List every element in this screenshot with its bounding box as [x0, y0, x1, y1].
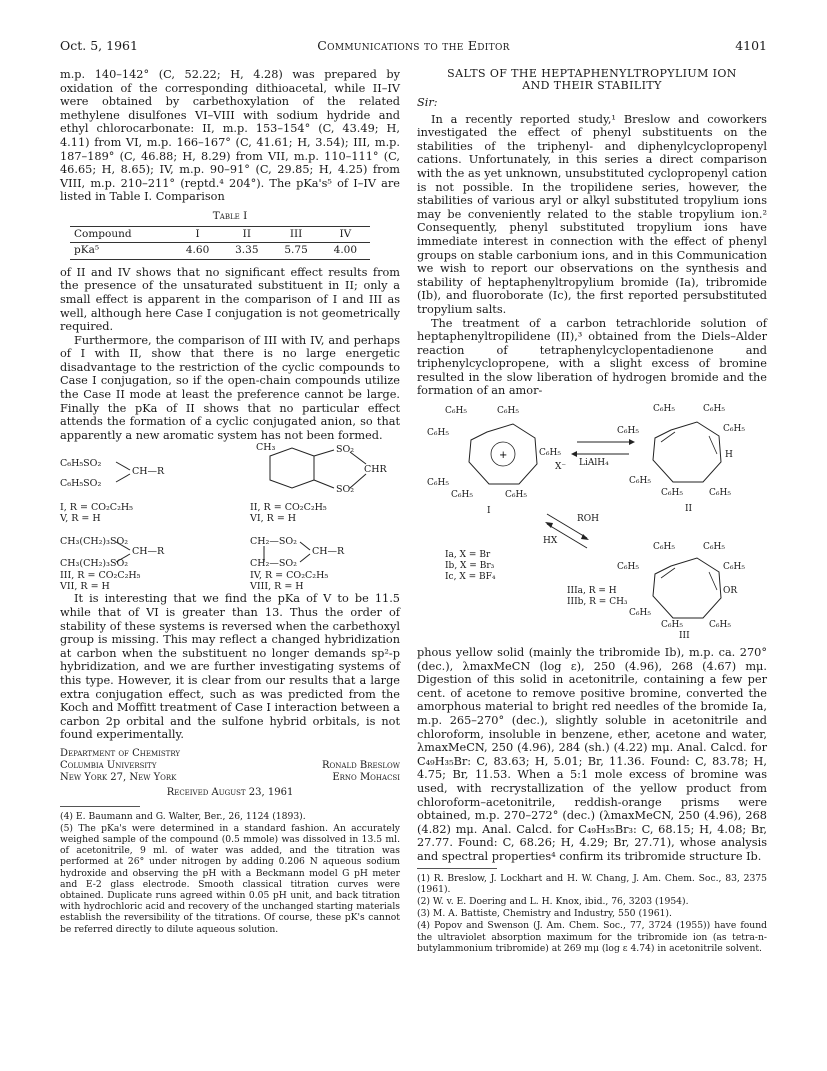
phenyl-label: C₆H₅ [539, 448, 561, 459]
affiliation-city: New York 27, New York [60, 771, 177, 783]
structure-label: CH—R [312, 546, 345, 558]
reagent-label: LiAlH₄ [579, 458, 609, 469]
ether-label: IIIa, R = H [567, 586, 617, 597]
structure-label: VIII, R = H [250, 581, 304, 593]
pka-table [70, 226, 370, 260]
structure-label: CH₃(CH₂)₃SO₂ [60, 536, 129, 548]
table-header-cell: IV [321, 226, 370, 243]
article-title-line: AND THEIR STABILITY [522, 79, 662, 92]
table-header-cell: Compound [70, 226, 173, 243]
structure-label: CH₂—SO₂ [250, 536, 297, 548]
footnote: (4) Popov and Swenson (J. Am. Chem. Soc., 77, 3724 (1955)) have found the ultraviolet absorption maximum for the tribromide ion (as tetra-n-butylammonium tribromide) at 269 mμ (log ε 4.74) in acetonitrile solvent. [417, 920, 767, 954]
table-header-cell: II [222, 226, 271, 243]
footnote: (3) M. A. Battiste, Chemistry and Industry, 550 (1961). [417, 908, 672, 920]
author-name: Erno Mohacsi [332, 771, 400, 783]
table-caption: Table I [212, 209, 248, 222]
affiliation-department: Department of Chemistry [60, 747, 181, 759]
table-header-cell: I [173, 226, 222, 243]
compound-label-III: III [679, 631, 690, 642]
phenyl-label: C₆H₅ [497, 406, 519, 417]
header-date: Oct. 5, 1961 [60, 38, 138, 53]
structure-label: SO₂ [336, 444, 355, 456]
structure-label: SO₂ [336, 484, 355, 496]
reagent-label: ROH [577, 514, 600, 525]
right-footnotes [417, 873, 767, 954]
phenyl-label: C₆H₅ [661, 620, 683, 631]
phenyl-label: C₆H₅ [709, 620, 731, 631]
table-header-cell: III [271, 226, 320, 243]
alkoxy-label: OR [723, 586, 738, 597]
footnote-divider [60, 806, 140, 807]
right-paragraph-2: The treatment of a carbon tetrachloride solution of heptaphenyltropilidene (II),³ obtained from the Diels–Alder reaction of tetraphenylcyclopentadienone and triphenylcyclopropene, with a slight excess of bromine resulted in the slow liberation of hydrogen bromide and the formation of an amor- [417, 316, 767, 398]
table-cell: 4.00 [321, 243, 370, 260]
header-journal: Communications to the Editor [317, 38, 510, 53]
structure-label: II, R = CO₂C₂H₅ [250, 502, 327, 514]
right-column [417, 68, 767, 955]
phenyl-label: C₆H₅ [661, 488, 683, 499]
phenyl-label: C₆H₅ [445, 406, 467, 417]
phenyl-label: C₆H₅ [617, 426, 639, 437]
affiliation-university: Columbia University [60, 759, 157, 771]
article-title [417, 68, 767, 92]
svg-text:+: + [499, 450, 508, 462]
left-footnotes [60, 811, 400, 935]
phenyl-label: C₆H₅ [629, 476, 651, 487]
phenyl-label: C₆H₅ [617, 562, 639, 573]
received-date: Received August 23, 1961 [166, 786, 294, 798]
phenyl-label: C₆H₅ [723, 562, 745, 573]
phenyl-label: C₆H₅ [427, 428, 449, 439]
footnote: (5) The pKa's were determined in a standard fashion. An accurately weighed sample of the compound (0.5 mmole) was dissolved in 13.5 ml. of acetonitrile, 9 ml. of water was added, and the titration was performed at 26° under nitrogen by adding 0.206 N aqueous sodium hydroxide and observing the pH with a Beckmann model G pH meter and E-2 glass electrode. Smooth classical titration curves were obtained. Duplicate runs agreed within 0.05 pH unit, and back titration with hydrochloric acid and recovery of the unchanged starting materials establish the reversibility of the titrations. Of course, these pK's cannot be referred directly to dilute aqueous solution. [60, 822, 400, 935]
footnote: (1) R. Breslow, J. Lockhart and H. W. Chang, J. Am. Chem. Soc., 83, 2375 (1961). [417, 872, 767, 895]
right-paragraph-1: In a recently reported study,¹ Breslow and coworkers investigated the effect of phenyl substituents on the stabilities of the triphenyl- and diphenylcyclopropenyl cations. Unfortunately, in this series a direct comparison with the as yet unknown, unsubstituted cyclopropenyl cation is not possible. In the tropilidene series, however, the stabilities of various aryl or alkyl substituted tropylium ions may be conveniently related to the stable tropylium ion.² Consequently, phenyl substituted tropylium ions have immediate interest in connection with the effect of phenyl groups on stable carbonium ions, and in this Communication we wish to report our observations on the synthesis and stability of heptaphenyltropylium bromide (Ia), tribromide (Ib), and fluoroborate (Ic), the first reported persubstituted tropylium salts. [417, 112, 767, 316]
table-cell: 3.35 [222, 243, 271, 260]
compound-label-II: II [685, 504, 693, 515]
reaction-scheme [417, 402, 767, 642]
footnote: (4) E. Baumann and G. Walter, Ber., 26, 1124 (1893). [60, 810, 306, 822]
salt-label: Ib, X = Br₃ [445, 561, 495, 572]
structure-label: CHR [364, 464, 387, 476]
table-cell: pKa⁵ [70, 243, 173, 260]
salt-label: Ic, X = BF₄ [445, 572, 496, 583]
structure-label: III, R = CO₂C₂H₅ [60, 570, 141, 582]
left-column [60, 68, 400, 936]
phenyl-label: C₆H₅ [451, 490, 473, 501]
salt-label: Ia, X = Br [445, 550, 491, 561]
counterion-label: X⁻ [555, 462, 567, 473]
left-paragraph-1: m.p. 140–142° (C, 52.22; H, 4.28) was prepared by oxidation of the corresponding dithioacetal, while II–IV were obtained by carbethoxylation of the related methylene disulfones VI–VIII with sodium hydride and ethyl chlorocarbonate: II, m.p. 153–154° (C, 43.49; H, 4.11) from VI, m.p. 166–167° (C, 41.61; H, 3.54); III, m.p. 187–189° (C, 46.88; H, 8.29) from VII, m.p. 110–111° (C, 46.65; H, 8.65); IV, m.p. 90–91° (C, 29.85; H, 4.25) from VIII, m.p. 210–211° (reptd.⁴ 204°). The pKa's⁵ of I–IV are listed in Table I. Comparison [60, 68, 400, 204]
right-paragraph-3: phous yellow solid (mainly the tribromide Ib), m.p. ca. 270° (dec.), λmaxMeCN (log ε), 250 (4.96), 268 (4.67) mμ. Digestion of this solid in acetonitrile, containing a few per cent. of acetone to remove positive bromine, converted the amorphous material to bright red needles of the bromide Ia, m.p. 265–270° (dec.), slightly soluble in acetonitrile and chloroform, insoluble in benzene, ether, acetone and water, λmaxMeCN, 250 (4.96), 284 (sh.) (4.22) mμ. Anal. Calcd. for C₄₉H₃₅Br: C, 83.63; H, 5.01; Br, 11.36. Found: C, 83.78; H, 4.75; Br, 11.53. When a 5:1 mole excess of bromine was used, with recrystallization of the yellow product from chloroform–acetonitrile, reddish-orange prisms were obtained, m.p. 270–272° (dec.) (λmaxMeCN, 250 (4.96), 268 (4.82) mμ. Anal. Calcd. for C₄₉H₃₅Br₃: C, 68.15; H, 4.08; Br, 27.77. Found: C, 68.26; H, 4.29; Br, 27.71), whose analysis and spectral properties⁴ confirm its tribromide structure Ib. [417, 646, 767, 863]
phenyl-label: C₆H₅ [427, 478, 449, 489]
phenyl-label: C₆H₅ [653, 404, 675, 415]
structure-label: IV, R = CO₂C₂H₅ [250, 570, 329, 582]
structure-label: CH₂—SO₂ [250, 558, 297, 570]
footnote-divider [417, 868, 497, 869]
structure-label: VI, R = H [250, 513, 297, 525]
table-cell: 4.60 [173, 243, 222, 260]
phenyl-label: C₆H₅ [709, 488, 731, 499]
hydrogen-label: H [725, 450, 733, 461]
table-cell: 5.75 [271, 243, 320, 260]
structure-label: VII, R = H [60, 581, 110, 593]
phenyl-label: C₆H₅ [703, 404, 725, 415]
structure-label: C₆H₅SO₂ [60, 478, 102, 490]
ether-label: IIIb, R = CH₃ [567, 597, 628, 608]
affiliation-block [60, 748, 400, 784]
phenyl-label: C₆H₅ [703, 542, 725, 553]
table-row [70, 243, 370, 260]
structure-label: CH—R [132, 546, 165, 558]
sulfone-structures [60, 442, 400, 592]
compound-label-I: I [487, 506, 491, 517]
phenyl-label: C₆H₅ [629, 608, 651, 619]
salutation: Sir: [417, 96, 438, 109]
phenyl-label: C₆H₅ [653, 542, 675, 553]
structure-label: CH₃(CH₂)₃SO₂ [60, 558, 129, 570]
header-page-number: 4101 [735, 38, 767, 53]
article-title-line: SALTS OF THE HEPTAPHENYLTROPYLIUM ION [447, 67, 737, 80]
phenyl-label: C₆H₅ [723, 424, 745, 435]
left-paragraph-2: of II and IV shows that no significant effect results from the presence of the unsaturated substituent in II; only a small effect is apparent in the comparison of I and III as well, although here Case I conjugation is not geometrically required. [60, 265, 400, 334]
table-header-row [70, 226, 370, 243]
left-paragraph-3: Furthermore, the comparison of III with IV, and perhaps of I with II, show that there is no large energetic disadvantage to the restriction of the cyclic compounds to Case I conjugation, so if the open-chain compounds utilize the Case II mode at least the preference cannot be large. Finally the pKa of II shows that no particular effect attends the formation of a cyclic conjugated anion, so that apparently a new aromatic system has not been formed. [60, 333, 400, 442]
structure-label: V, R = H [60, 513, 101, 525]
structure-label: CH—R [132, 466, 165, 478]
left-paragraph-4: It is interesting that we find the pKa of V to be 11.5 while that of VI is greater than 13. Thus the order of stability of these systems is reversed when the carbethoxyl group is missing. This may reflect a changed hybridization at carbon when the substituent no longer demands sp²-p hybridization, and we are further investigating systems of this type. However, it is clear from our results that a large extra conjugation effect, such as was predicted from the Koch and Moffitt treatment of Case I interaction between a carbon 2p orbital and the sulfone hybrid orbitals, is not found experimentally. [60, 592, 400, 742]
author-name: Ronald Breslow [322, 759, 400, 771]
structure-label: C₆H₅SO₂ [60, 458, 102, 470]
structure-label: CH₃ [256, 442, 276, 454]
footnote: (2) W. v. E. Doering and L. H. Knox, ibid., 76, 3203 (1954). [417, 895, 689, 907]
structure-label: I, R = CO₂C₂H₅ [60, 502, 133, 514]
phenyl-label: C₆H₅ [505, 490, 527, 501]
reagent-label: HX [543, 536, 558, 547]
